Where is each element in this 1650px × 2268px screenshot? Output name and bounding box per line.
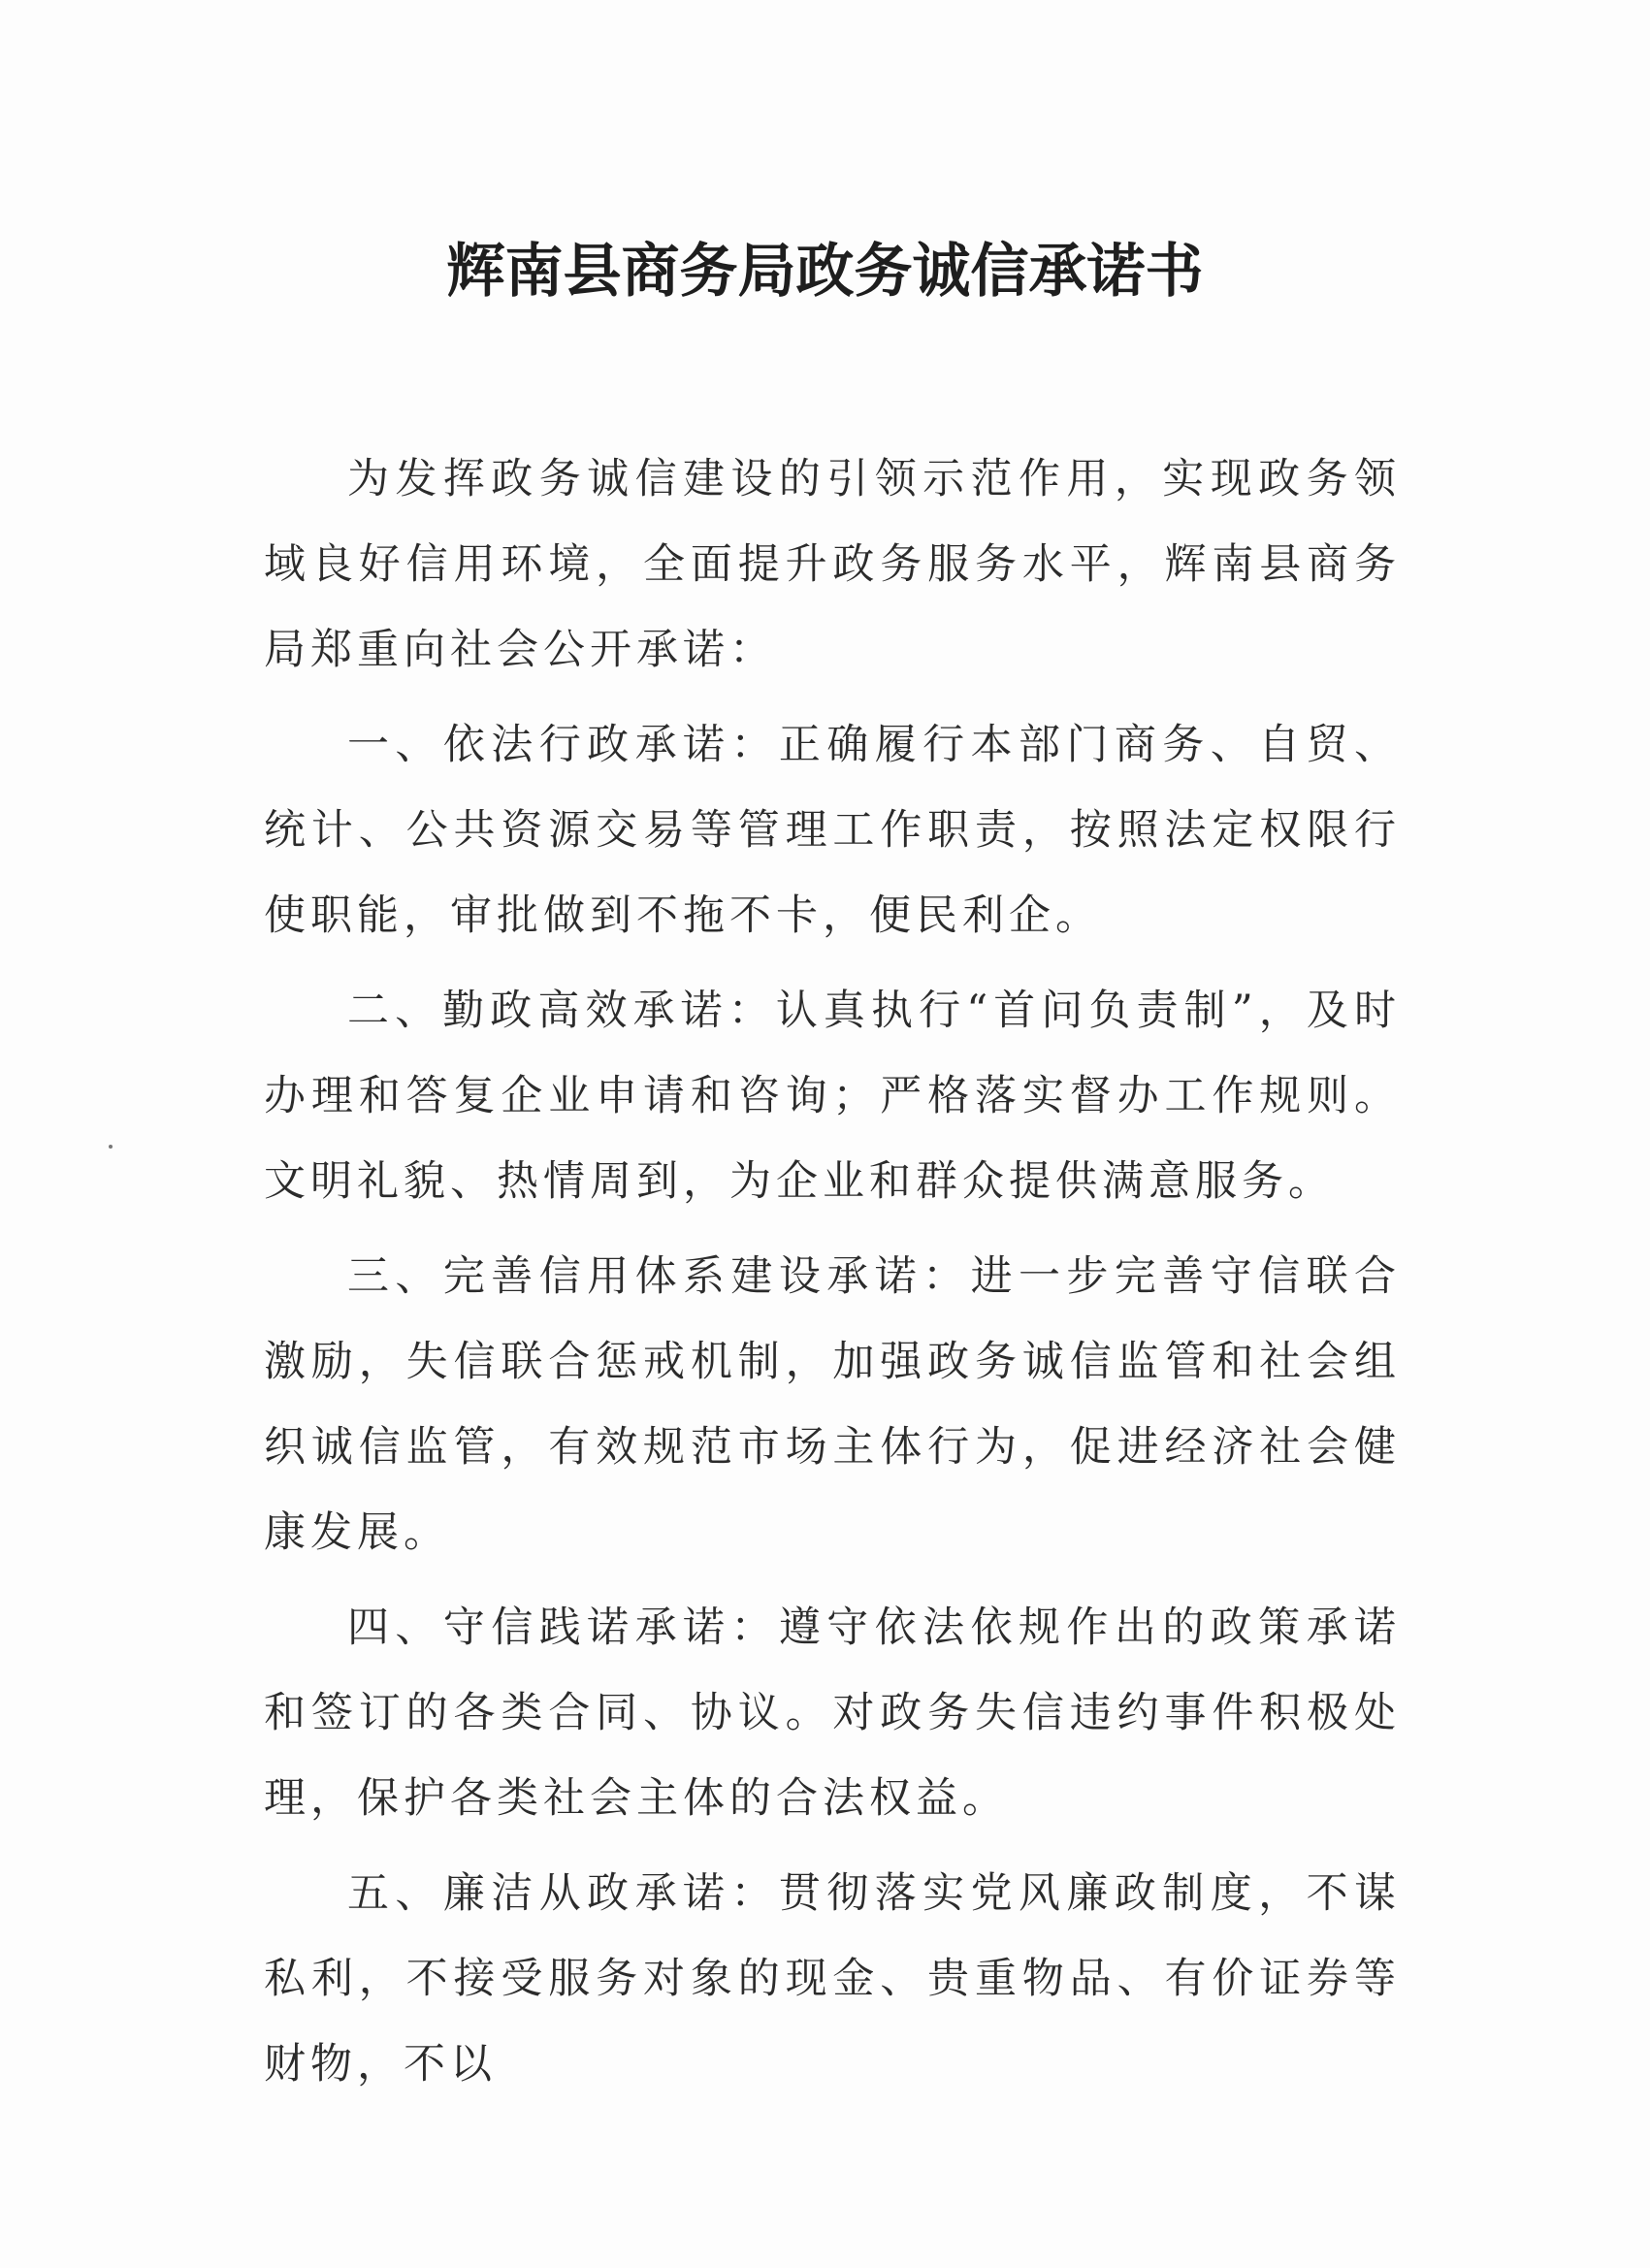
commitment-paragraph-5: 五、廉洁从政承诺：贯彻落实党风廉政制度，不谋私利，不接受服务对象的现金、贵重物品、有价证券等财物，不以 (264, 1869, 1401, 2089)
intro-paragraph: 为发挥政务诚信建设的引领示范作用，实现政务领域良好信用环境，全面提升政务服务水平，辉南县商务局郑重向社会公开承诺： (264, 455, 1401, 674)
commitment-paragraph-3: 三、完善信用体系建设承诺：进一步完善守信联合激励，失信联合惩戒机制，加强政务诚信监管和社会组织诚信监管，有效规范市场主体行为，促进经济社会健康发展。 (264, 1252, 1401, 1557)
commitment-paragraph-4: 四、守信践诺承诺：遵守依法依规作出的政策承诺和签订的各类合同、协议。对政务失信违约事件积极处理，保护各类社会主体的合法权益。 (264, 1604, 1401, 1823)
commitment-paragraph-1: 一、依法行政承诺：正确履行本部门商务、自贸、统计、公共资源交易等管理工作职责，按照法定权限行使职能，审批做到不拖不卡，便民利企。 (264, 721, 1401, 940)
document-title: 辉南县商务局政务诚信承诺书 (446, 238, 1204, 306)
scan-speck (109, 1145, 113, 1149)
commitment-paragraph-2: 二、勤政高效承诺：认真执行“首问负责制”，及时办理和答复企业申请和咨询；严格落实督办工作规则。文明礼貌、热情周到，为企业和群众提供满意服务。 (264, 987, 1401, 1206)
document-body (264, 437, 1401, 2117)
